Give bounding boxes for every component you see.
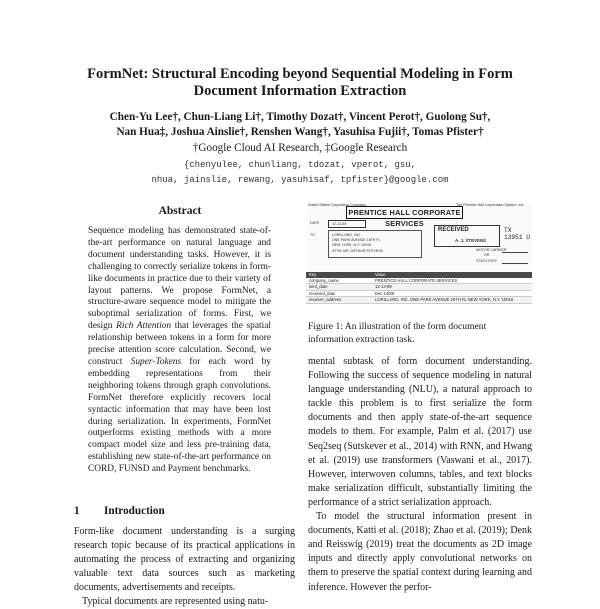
table-row	[306, 284, 532, 291]
table-cell-key: receiver_address	[306, 297, 372, 304]
email-line-2: nhua, jainslie, rewang, yasuhisaf, tpfister}@google.com	[151, 175, 449, 185]
abstract-emphasis-rich-attention: Rich Attention	[116, 321, 172, 332]
table-cell-value: LORILLARD, INC. ONE PARK AVENUE 18TH FL NEW YORK, N.Y. 10016	[372, 297, 532, 304]
right-paragraph-2: To model the structural information present in documents, Katti et al. (2018); Zhao et al. (2019); Denk and Reisswig (2019) treat the documents as 2D image inputs and directly apply convolutional networks on them to preserve the spatial context during learning and inference. However the perfor-	[308, 511, 532, 593]
intro-paragraph-2: Typical documents are represented using natu-	[82, 596, 269, 607]
underline	[502, 263, 528, 264]
abstract-emphasis-super-tokens: Super-Tokens	[130, 356, 182, 367]
received-name: A. J. STEVENS	[455, 238, 486, 243]
section-number: 1	[74, 505, 80, 517]
right-paragraph-1: mental subtask of form document understanding. Following the success of sequence modeling in natural language understanding (NLU), a natural approach to tackle this problem is to first serialize the form documents and then apply state-of-the-art sequence models to them. For example, Palm et al. (2017) use Seq2seq (Sutskever et al., 2014) with RNN, and Hwang et al. (2019) use transformers (Vaswani et al., 2017). However, interwoven columns, tables, and text blocks make serialization difficult, substantially limiting the performance of a strict serialization approach.	[308, 356, 532, 508]
underline	[502, 252, 528, 253]
org-left: United States Corporation Company	[308, 203, 366, 207]
received-stamp	[434, 225, 500, 247]
author-list	[60, 110, 540, 140]
date-value: 12-13-89	[332, 221, 347, 226]
motor-carrier-label: MOTOR CARRIER	[476, 248, 507, 252]
abstract-text-3: for each word by embedding representations from their neighboring tokens through graph convolutions. FormNet therefore explicitly recovers local syntactic information that may have been lost during serialization. In experiments, FormNet outperforms existing methods with a more compact model size and less pre-training data, establishing new state-of-the-art performance on CORD, FUNSD and Payment benchmarks.	[88, 356, 271, 475]
table-row	[306, 290, 532, 297]
table-cell-key: company_name	[306, 278, 372, 284]
email-list	[60, 158, 540, 188]
address-line: NEW YORK, N.Y. 10016	[332, 243, 372, 247]
date-label: DATE	[310, 221, 320, 225]
abstract-heading: Abstract	[158, 205, 202, 217]
column-header-key: Key	[306, 272, 372, 278]
address-line: ONE PARK AVENUE 18TH FL	[332, 238, 381, 242]
address-line: LORILLARD, INC.	[332, 233, 362, 237]
address-line: ATTN: MR. ARTHUR STEVENS	[332, 249, 384, 253]
abstract-text-1: Sequence modeling has demonstrated state-of-the-art performance on natural language and document understanding tasks. However, it is challenging to correctly serialize tokens in form-like documents in practice due to their variety of layout patterns. We propose FormNet, a structure-aware sequence model to mitigate the suboptimal serialization of forms. First, we design	[88, 226, 271, 332]
statutory-label: STATUTORY	[476, 259, 498, 263]
table-cell-key: sent_date	[306, 284, 372, 291]
paper-title: FormNet: Structural Encoding beyond Sequential Modeling in Form Document Information Extraction	[87, 66, 513, 99]
figure-caption: Figure 1: An illustration of the form document information extraction task.	[308, 321, 487, 345]
table-row	[306, 297, 532, 304]
table-cell-key: received_date	[306, 290, 372, 297]
motor-carrier-or: OR	[484, 253, 490, 257]
abstract-body	[88, 226, 271, 476]
right-column-body	[308, 355, 532, 595]
section-title: Introduction	[104, 505, 165, 517]
email-line-1: {chenyulee, chunliang, tdozat, vperot, gsu,	[183, 160, 417, 170]
tx-number: TX 13951 U	[504, 227, 530, 241]
affiliation: †Google Cloud AI Research, ‡Google Research	[192, 142, 408, 154]
table-cell-value: Dec 14/89	[372, 290, 532, 297]
form-document-image	[306, 203, 532, 271]
company-banner: PRENTICE HALL CORPORATE SERVICES	[346, 206, 463, 219]
column-header-value: Value	[372, 272, 532, 278]
to-label: TO	[310, 233, 315, 237]
date-stamp	[328, 220, 366, 228]
introduction-body	[74, 525, 295, 609]
received-label: RECEIVED	[438, 227, 469, 233]
key-value-table	[306, 272, 532, 304]
address-block	[328, 230, 422, 258]
figure-1	[306, 203, 532, 313]
authors-line-2: Nan Hua‡, Joshua Ainslie†, Renshen Wang†, Yasuhisa Fujii†, Tomas Pfister†	[116, 126, 484, 138]
table-cell-value: PRENTICE HALL CORPORATE SERVICES	[372, 278, 532, 284]
table-cell-value: 12-13-89	[372, 284, 532, 291]
authors-line-1: Chen-Yu Lee†, Chun-Liang Li†, Timothy Dozat†, Vincent Perot†, Guolong Su†,	[109, 111, 491, 123]
section-heading-introduction	[74, 505, 165, 517]
org-right: The Prentice-Hall Corporation System, Inc.	[456, 203, 525, 207]
abstract-text-2: that leverages the spatial relationship between tokens in a form for more precise attention score calculation. Second, we construct	[88, 321, 271, 367]
intro-paragraph-1: Form-like document understanding is a surging research topic because of its practical applications in automating the process of extracting and organizing valuable text data sources such as marketing documents, advertisements and receipts.	[74, 526, 295, 593]
